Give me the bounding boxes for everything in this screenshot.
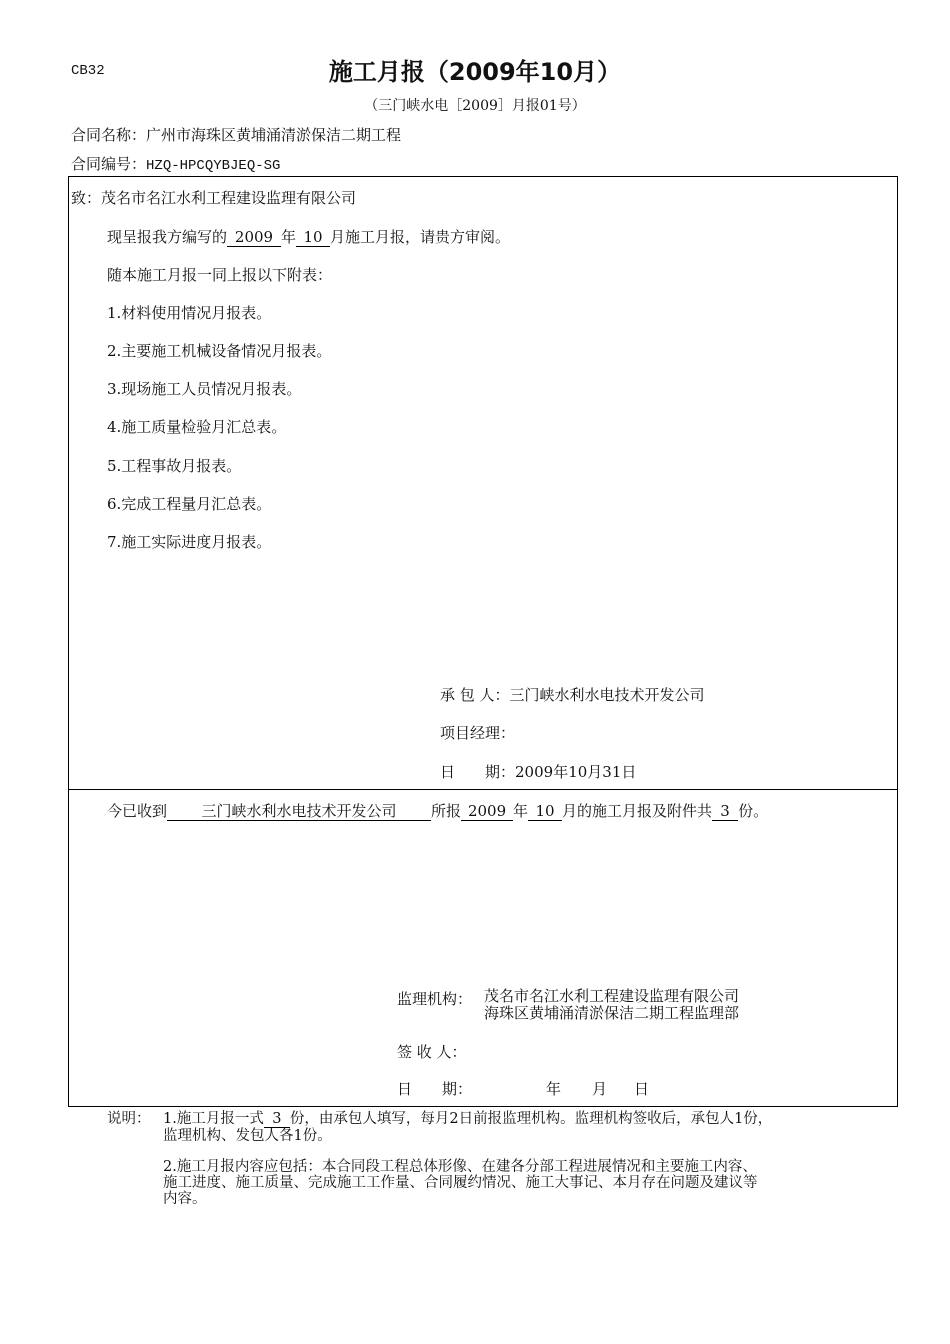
contractor-row xyxy=(440,684,705,705)
recipient-row xyxy=(71,187,356,208)
manager-label: 项目经理： xyxy=(440,724,516,742)
recipient-label: 致： xyxy=(71,189,102,207)
attachment-item: 6.完成工程量月汇总表。 xyxy=(107,495,272,513)
notes-label: 说明： xyxy=(107,1111,151,1127)
intro-line xyxy=(107,226,510,247)
intro-suffix: 月施工月报，请贵方审阅。 xyxy=(330,228,511,246)
note-2-line-3: 内容。 xyxy=(163,1191,207,1207)
form-code: CB32 xyxy=(71,63,105,79)
supervisor-line-2: 海珠区黄埔涌清淤保洁二期工程监理部 xyxy=(484,1004,740,1022)
note-2-line-2: 施工进度、施工质量、完成施工工作量、合同履约情况、施工大事记、本月存在问题及建议等 xyxy=(163,1175,758,1191)
note-2-line-1: 2.施工月报内容应包括：本合同段工程总体形像、在建各分部工程进展情况和主要施工内容、 xyxy=(163,1159,757,1175)
contract-name-row xyxy=(71,124,401,145)
attachment-item: 1.材料使用情况月报表。 xyxy=(107,304,272,322)
attachments-intro: 随本施工月报一同上报以下附表： xyxy=(107,266,333,284)
receipt-date-year: 年 xyxy=(546,1080,562,1098)
report-year: 2009 xyxy=(227,229,281,247)
supervisor-value xyxy=(484,988,739,1022)
recipient-value: 茂名市名江水利工程建设监理有限公司 xyxy=(101,189,357,207)
receipt-year-unit: 年 xyxy=(513,802,529,820)
contractor-label: 承 包 人： xyxy=(440,686,510,704)
report-date-row xyxy=(440,761,636,782)
note-1-line-2: 监理机构、发包人各1份。 xyxy=(163,1128,332,1144)
receipt-suffix: 月的施工月报及附件共 xyxy=(562,802,713,820)
receipt-copies: 3 xyxy=(712,803,738,821)
receipt-date-day: 日 xyxy=(634,1080,650,1098)
contract-number-row xyxy=(71,153,280,174)
attachment-item: 7.施工实际进度月报表。 xyxy=(107,533,272,551)
receipt-prefix: 今已收到 xyxy=(107,802,168,820)
attachment-item: 5.工程事故月报表。 xyxy=(107,457,242,475)
receipt-copies-unit: 份。 xyxy=(738,802,769,820)
contract-number-value: HZQ-HPCQYBJEQ-SG xyxy=(146,158,281,174)
attachment-item: 2.主要施工机械设备情况月报表。 xyxy=(107,342,332,360)
receipt-line xyxy=(107,800,768,821)
receipt-section xyxy=(68,788,898,1107)
receipt-date-label: 日 期： xyxy=(397,1080,473,1098)
note-1 xyxy=(163,1111,772,1144)
contractor-value: 三门峡水利水电技术开发公司 xyxy=(509,686,705,704)
note-1-copies: 3 xyxy=(264,1112,290,1128)
supervisor-label: 监理机构： xyxy=(397,990,473,1008)
report-year-unit: 年 xyxy=(281,228,297,246)
receipt-date-month: 月 xyxy=(592,1080,608,1098)
note-1-line-1: 1.施工月报一式 3 份，由承包人填写，每月2日前报监理机构。监理机构签收后，承包人1份， xyxy=(163,1111,773,1127)
receipt-mid: 所报 xyxy=(431,802,462,820)
attachment-item: 3.现场施工人员情况月报表。 xyxy=(107,380,302,398)
report-month: 10 xyxy=(296,229,330,247)
receipt-year: 2009 xyxy=(461,803,513,821)
contract-number-label: 合同编号： xyxy=(71,155,147,173)
report-date-label: 日 期： xyxy=(440,763,516,781)
document-number: （三门峡水电［2009］月报01号） xyxy=(364,98,586,114)
receipt-company: 三门峡水利水电技术开发公司 xyxy=(167,803,431,821)
report-date-value: 2009年10月31日 xyxy=(515,763,637,781)
attachment-item: 4.施工质量检验月汇总表。 xyxy=(107,418,287,436)
supervisor-line-1: 茂名市名江水利工程建设监理有限公司 xyxy=(484,987,740,1005)
contract-name-label: 合同名称： xyxy=(71,126,147,144)
contract-name-value: 广州市海珠区黄埔涌清淤保洁二期工程 xyxy=(146,126,402,144)
page-title: 施工月报（2009年10月） xyxy=(328,58,622,86)
signer-label: 签 收 人： xyxy=(397,1043,467,1061)
intro-prefix: 现呈报我方编写的 xyxy=(107,228,228,246)
receipt-month: 10 xyxy=(528,803,562,821)
note-2 xyxy=(163,1159,758,1207)
